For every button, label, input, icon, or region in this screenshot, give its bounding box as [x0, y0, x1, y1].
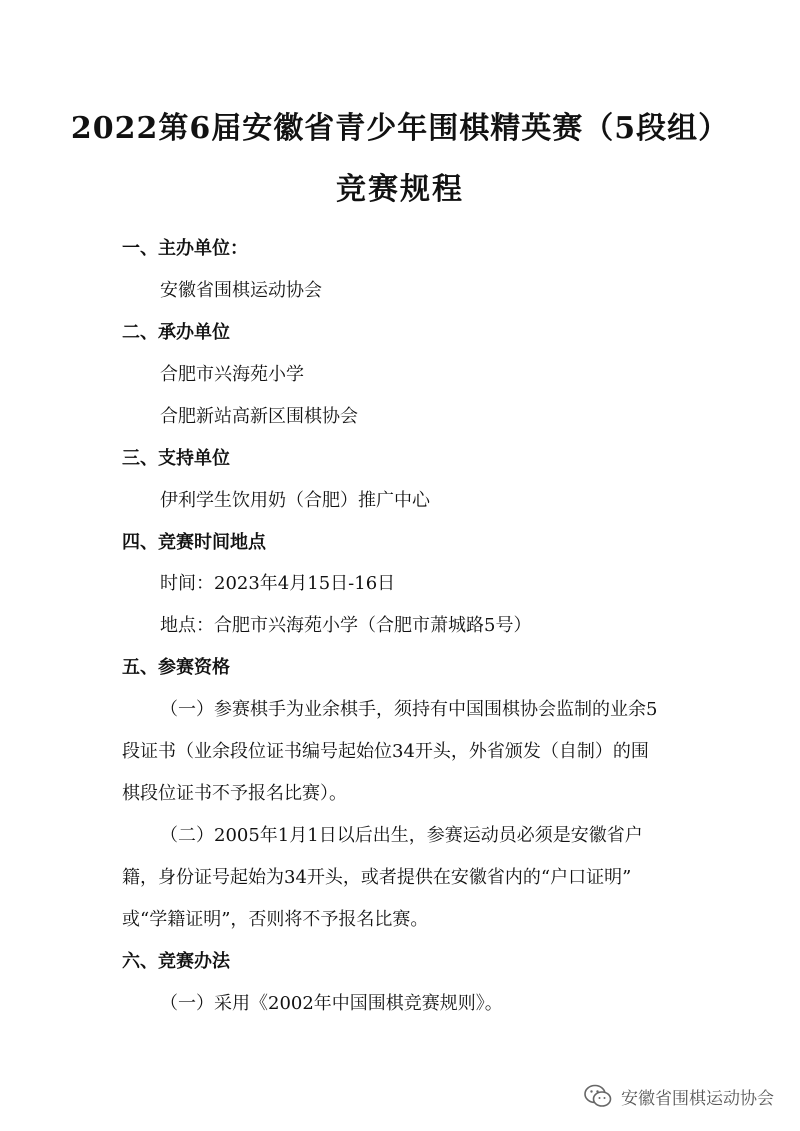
place-line: 地点：合肥市兴海苑小学（合肥市萧城路5号） [160, 615, 532, 636]
section-heading-method: 六、竞赛办法 [122, 951, 230, 972]
method-line: （一）采用《2002年中国围棋竞赛规则》。 [160, 993, 503, 1014]
eligibility-p2-line: 籍，身份证号起始为34开头，或者提供在安徽省内的“户口证明” [122, 867, 632, 888]
watermark-text: 安徽省围棋运动协会 [621, 1088, 774, 1109]
eligibility-p2-line: 或“学籍证明”，否则将不予报名比赛。 [122, 909, 429, 930]
section-heading-host: 二、承办单位 [122, 322, 230, 343]
host-line: 合肥市兴海苑小学 [160, 364, 304, 385]
section-heading-eligibility: 五、参赛资格 [122, 657, 230, 678]
eligibility-p1-line: 棋段位证书不予报名比赛）。 [122, 783, 347, 804]
document-title: 2022第6届安徽省青少年围棋精英赛（5段组） [70, 111, 730, 146]
eligibility-p1-line: （一）参赛棋手为业余棋手，须持有中国围棋协会监制的业余5 [160, 699, 658, 720]
eligibility-p2-line: （二）2005年1月1日以后出生，参赛运动员必须是安徽省户 [160, 825, 643, 846]
section-heading-support: 三、支持单位 [122, 448, 230, 469]
wechat-icon [583, 1083, 613, 1109]
document-subtitle: 竞赛规程 [336, 172, 464, 207]
time-line: 时间：2023年4月15日-16日 [160, 573, 396, 594]
eligibility-p1-line: 段证书（业余段位证书编号起始位34开头，外省颁发（自制）的围 [122, 741, 649, 762]
section-heading-organizer: 一、主办单位： [122, 238, 248, 259]
support-line: 伊利学生饮用奶（合肥）推广中心 [160, 490, 430, 511]
organizer-line: 安徽省围棋运动协会 [160, 280, 322, 301]
host-line: 合肥新站高新区围棋协会 [160, 406, 358, 427]
section-heading-time-place: 四、竞赛时间地点 [122, 532, 266, 553]
watermark [583, 1083, 774, 1109]
